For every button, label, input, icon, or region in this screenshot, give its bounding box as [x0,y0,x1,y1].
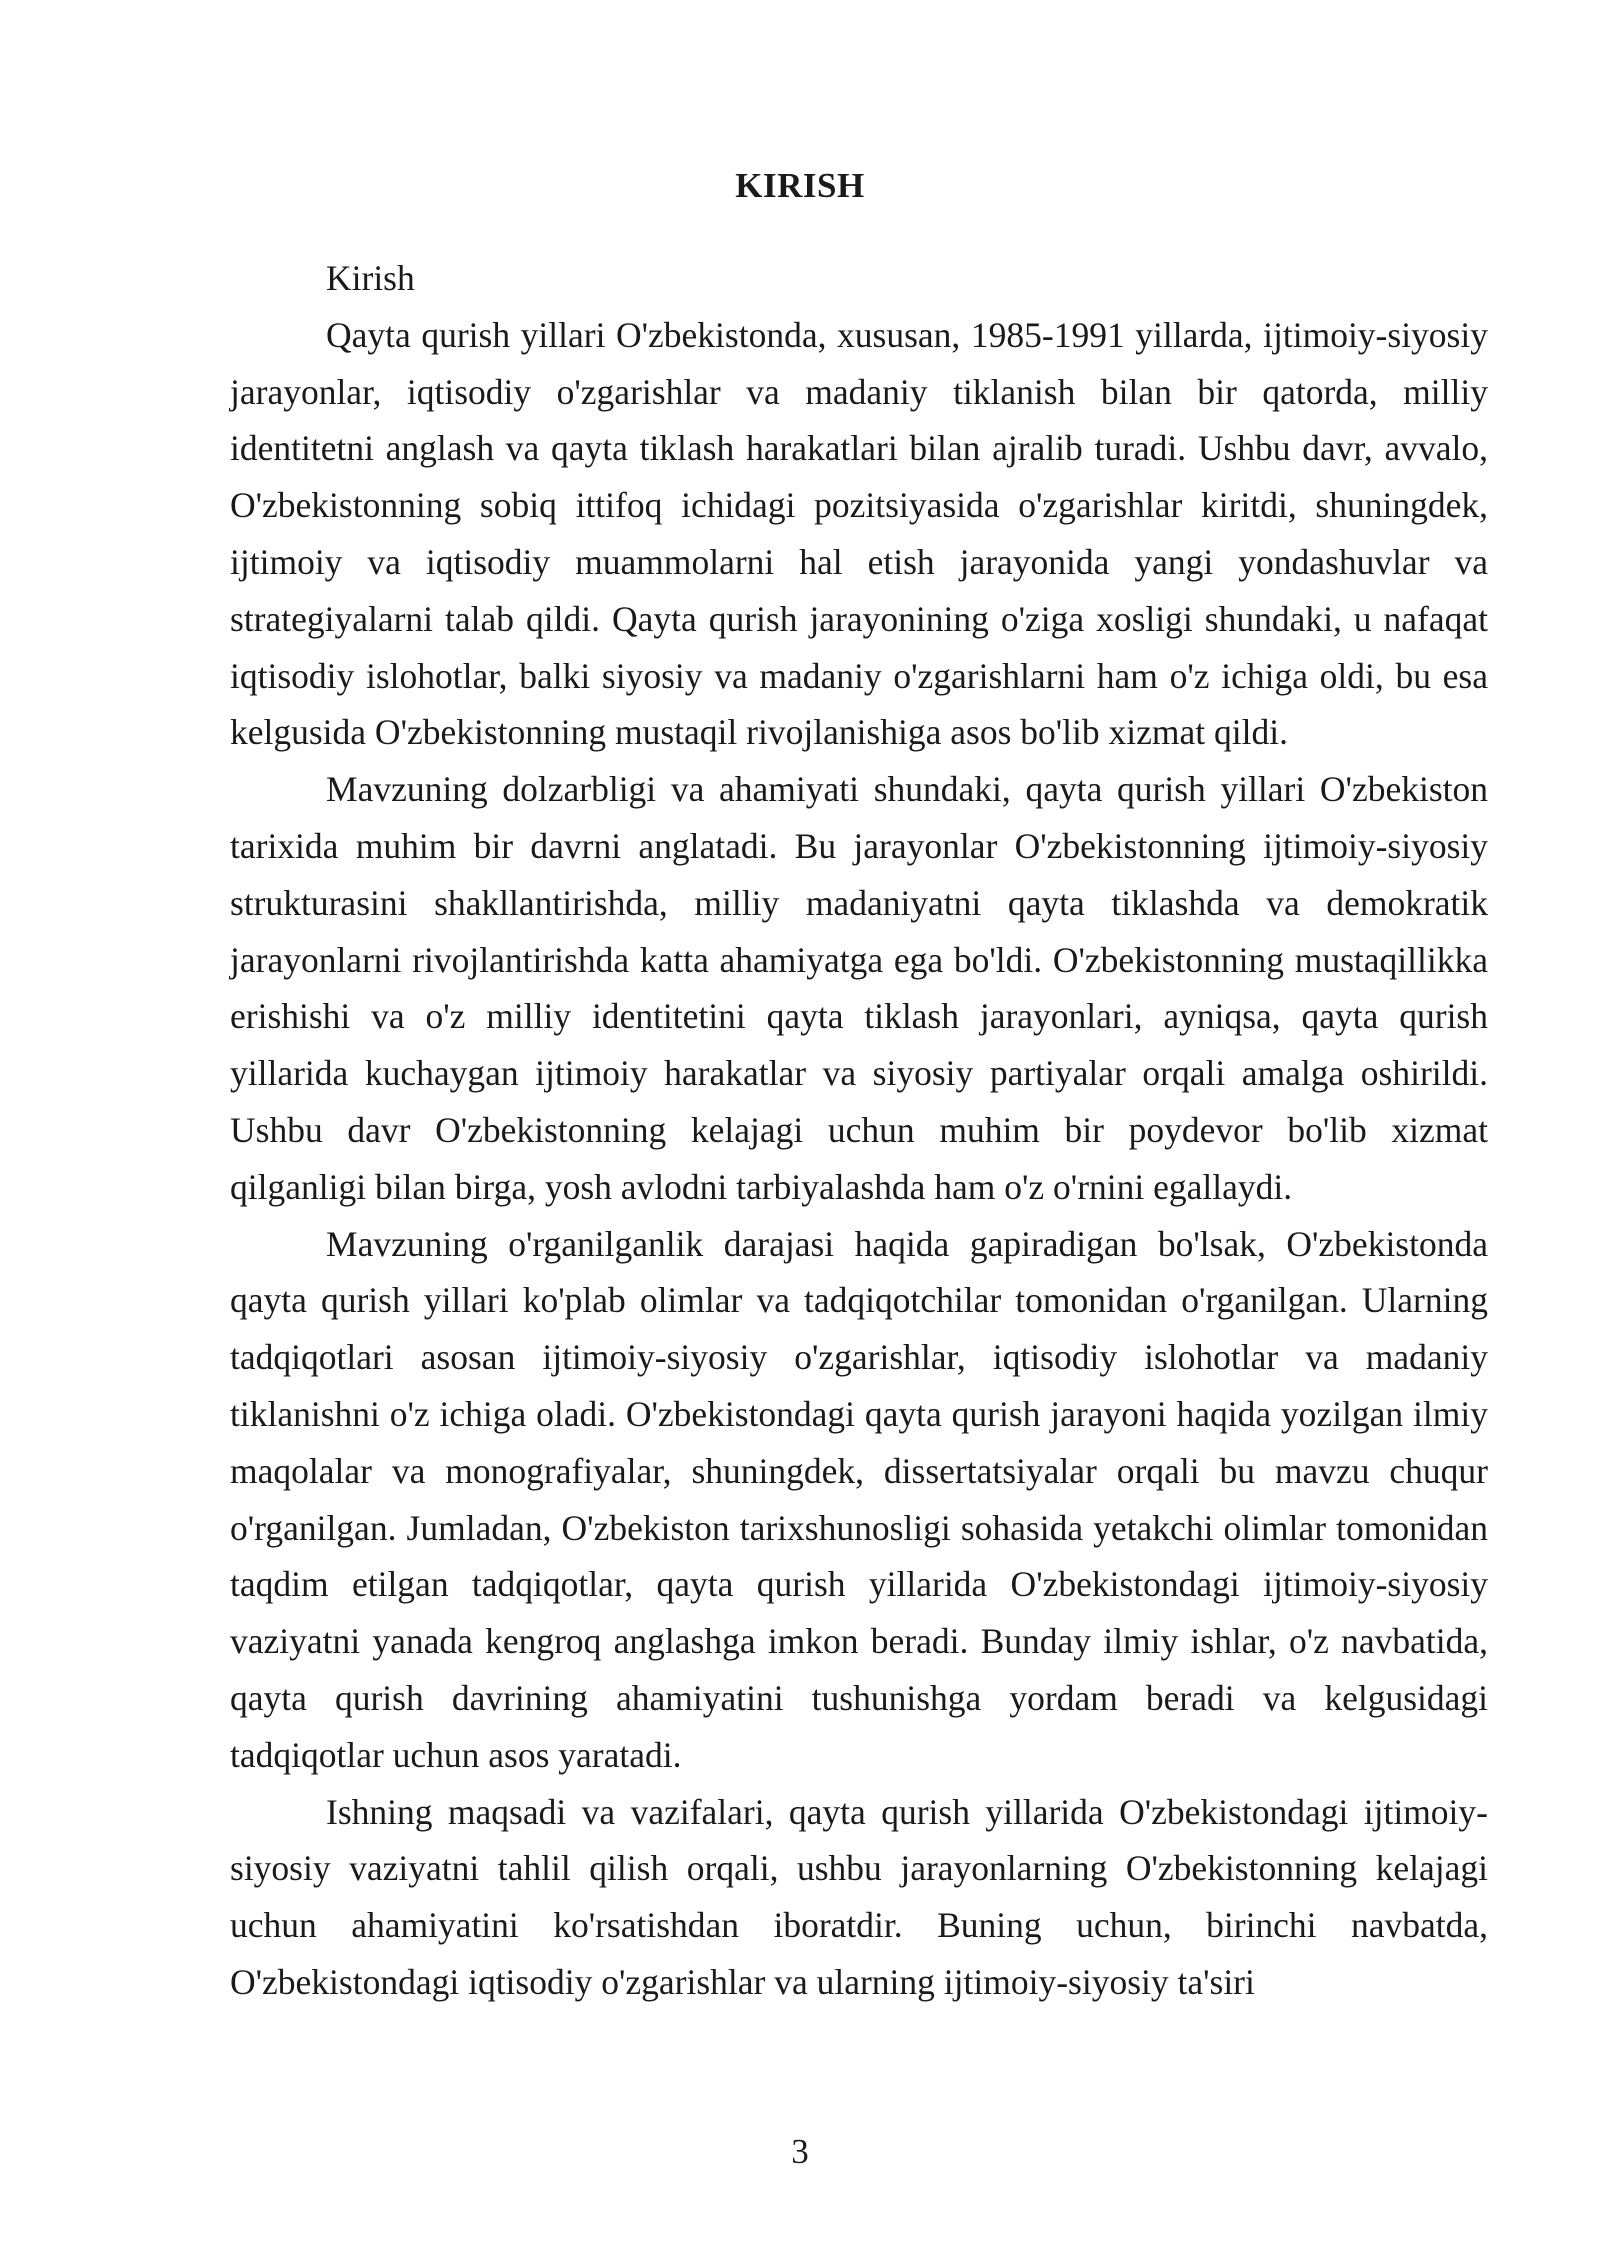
body-text [230,250,1488,2011]
paragraph-intro: Qayta qurish yillari O'zbekistonda, xususan, 1985-1991 yillarda, ijtimoiy-siyosiy jarayonlar, iqtisodiy o'zgarishlar va madaniy tiklanish bilan bir qatorda, milliy identitetni anglash va qayta tiklash harakatlari bilan ajralib turadi. Ushbu davr, avvalo, O'zbekistonning sobiq ittifoq ichidagi pozitsiyasida o'zgarishlar kiritdi, shuningdek, ijtimoiy va iqtisodiy muammolarni hal etish jarayonida yangi yondashuvlar va strategiyalarni talab qildi. Qayta qurish jarayonining o'ziga xosligi shundaki, u nafaqat iqtisodiy islohotlar, balki siyosiy va madaniy o'zgarishlarni ham o'z ichiga oldi, bu esa kelgusida O'zbekistonning mustaqil rivojlanishiga asos bo'lib xizmat qildi. [230,314,1488,753]
page-title: KIRISH [735,166,865,205]
section-subtitle: Kirish [326,258,415,298]
paragraph-relevance: Mavzuning dolzarbligi va ahamiyati shundaki, qayta qurish yillari O'zbekiston tarixida muhim bir davrni anglatadi. Bu jarayonlar O'zbekistonning ijtimoiy-siyosiy strukturasini shakllantirishda, milliy madaniyatni qayta tiklashda va demokratik jarayonlarni rivojlantirishda katta ahamiyatga ega bo'ldi. O'zbekistonning mustaqillikka erishishi va o'z milliy identitetini qayta tiklash jarayonlari, ayniqsa, qayta qurish yillarida kuchaygan ijtimoiy harakatlar va siyosiy partiyalar orqali amalga oshirildi. Ushbu davr O'zbekistonning kelajagi uchun muhim bir poydevor bo'lib xizmat qilganligi bilan birga, yosh avlodni tarbiyalashda ham o'z o'rnini egallaydi. [230,769,1488,1207]
paragraph-goals: Ishning maqsadi va vazifalari, qayta qurish yillarida O'zbekistondagi ijtimoiy-siyosiy vaziyatni tahlil qilish orqali, ushbu jarayonlarning O'zbekistonning kelajagi uchun ahamiyatini ko'rsatishdan iboratdir. Buning uchun, birinchi navbatda, O'zbekistondagi iqtisodiy o'zgarishlar va ularning ijtimoiy-siyosiy ta'siri [230,1791,1488,2002]
page-number: 3 [791,2132,809,2171]
paragraph-literature: Mavzuning o'rganilganlik darajasi haqida gapiradigan bo'lsak, O'zbekistonda qayta qurish yillari ko'plab olimlar va tadqiqotchilar tomonidan o'rganilgan. Ularning tadqiqotlari asosan ijtimoiy-siyosiy o'zgarishlar, iqtisodiy islohotlar va madaniy tiklanishni o'z ichiga oladi. O'zbekistondagi qayta qurish jarayoni haqida yozilgan ilmiy maqolalar va monografiyalar, shuningdek, dissertatsiyalar orqali bu mavzu chuqur o'rganilgan. Jumladan, O'zbekiston tarixshunosligi sohasida yetakchi olimlar tomonidan taqdim etilgan tadqiqotlar, qayta qurish yillarida O'zbekistondagi ijtimoiy-siyosiy vaziyatni yanada kengroq anglashga imkon beradi. Bunday ilmiy ishlar, o'z navbatida, qayta qurish davrining ahamiyatini tushunishga yordam beradi va kelgusidagi tadqiqotlar uchun asos yaratadi. [230,1223,1488,1775]
